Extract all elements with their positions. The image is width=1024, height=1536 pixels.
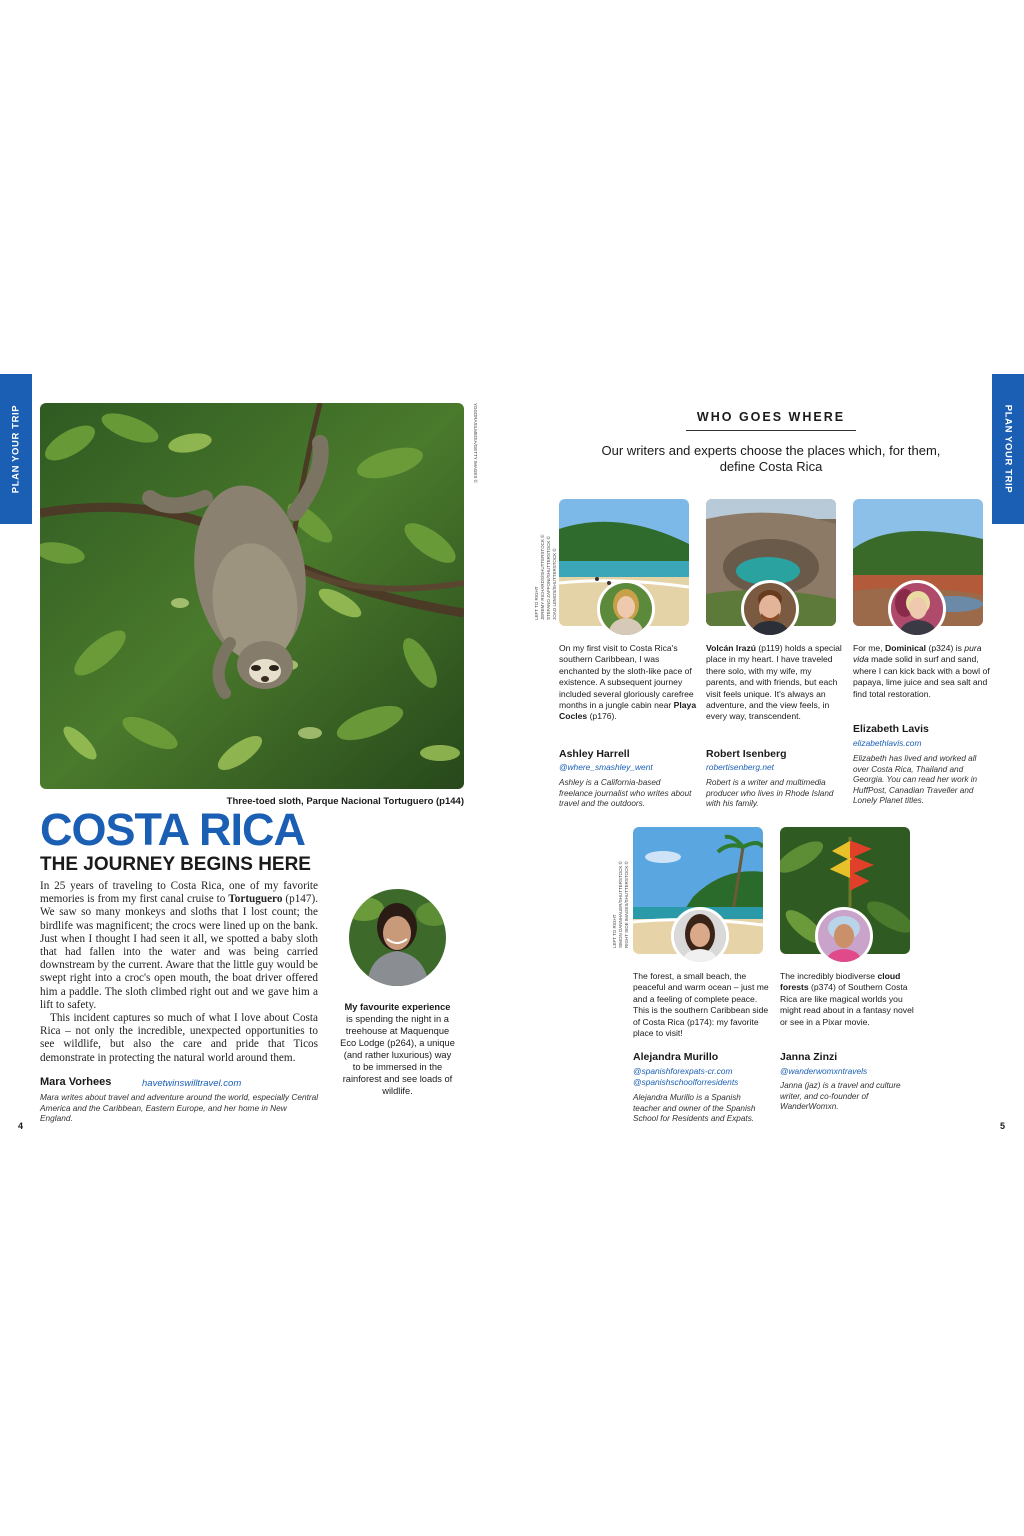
photo-credit-row1: LEFT TO RIGHT JEREMY RICHARDS/SHUTTERSTOCK © STEFANO ZAFFONI/SHUTTERSTOCK © JOAO LEMOS/SHUTTERSTOCK © xyxy=(534,534,557,620)
plan-your-trip-tab-left xyxy=(0,374,32,524)
page-number-left: 4 xyxy=(18,1121,24,1131)
tab-label: PLAN YOUR TRIP xyxy=(10,404,22,494)
page-title: COSTA RICA xyxy=(40,804,305,855)
author-website-link[interactable]: havetwinswilltravel.com xyxy=(142,1078,242,1089)
writer-bio: Janna (jaz) is a travel and culture writer, and co-founder of WanderWomxn. xyxy=(780,1081,901,1112)
sloth-photo xyxy=(40,403,464,789)
tab-label: PLAN YOUR TRIP xyxy=(1002,404,1014,494)
writer-link[interactable]: @spanishforexpats-cr.com xyxy=(633,1066,733,1076)
writer-avatar xyxy=(888,580,946,638)
writer-text: Volcán Irazú (p119) holds a special place in my heart. I have traveled there solo, with my wife, my parents, and with friends, but each visit feels unique. It's always an adventure, and the view feels, in every way, transcendent. xyxy=(706,643,842,722)
writer-name: Robert Isenberg xyxy=(706,748,787,760)
page-number-right: 5 xyxy=(1000,1121,1006,1131)
author-name: Mara Vorhees xyxy=(40,1076,112,1088)
intro-paragraph-1: In 25 years of traveling to Costa Rica, one of my favorite memories is from my first canal cruise to Tortuguero (p147). We saw so many monkeys and sloths that I lost count; the birdlife was magnificent; the crocs were lined up on the bank. Just when I thought I had seen it all, we spotted a baby sloth that had fallen into the water and was being carried downstream by the current. Aware that the little guy would be swept right into a croc's open mouth, the boat driver offered him a paddle. The sloth climbed right out and we gave him a lift to safety. xyxy=(40,880,319,1011)
writer-link[interactable]: @spanishschoolforresidents xyxy=(633,1077,739,1087)
writer-name: Alejandra Murillo xyxy=(633,1051,719,1063)
writer-link[interactable]: @where_smashley_went xyxy=(559,762,653,772)
writer-link[interactable]: robertisenberg.net xyxy=(706,762,774,772)
writer-bio: Alejandra Murillo is a Spanish teacher and owner of the Spanish School for Residents and Expats. xyxy=(633,1093,756,1124)
writer-avatar xyxy=(815,907,873,965)
writer-text: For me, Dominical (p324) is pura vida made solid in surf and sand, where I can kick back with a bowl of papaya, lime juice and sea salt and find total restoration. xyxy=(853,643,990,699)
photo-caption: Three-toed sloth, Parque Nacional Tortuguero (p144) xyxy=(226,796,464,807)
intro-body xyxy=(40,880,318,1065)
writer-bio: Robert is a writer and multimedia producer who lives in Rhode Island with his family. xyxy=(706,778,834,809)
writer-link[interactable]: @wanderwomxntravels xyxy=(780,1066,868,1076)
writer-name: Janna Zinzi xyxy=(780,1051,838,1063)
plan-your-trip-tab-right xyxy=(992,374,1024,524)
writer-text: The forest, a small beach, the peaceful and warm ocean – just me and a feeling of complete peace. This is the southern Caribbean side of Costa Rica (p174): my favorite place to visit! xyxy=(633,971,769,1039)
favourite-experience: My favourite experience is spending the night in a treehouse at Maquenque Eco Lodge (p264), a unique (and rather luxurious) way to be immersed in the rainforest and see loads of wildlife. xyxy=(340,1002,455,1096)
section-heading: WHO GOES WHERE xyxy=(686,410,856,431)
writer-avatar xyxy=(741,580,799,638)
writer-link[interactable]: elizabethlavis.com xyxy=(853,738,922,748)
writer-text: On my first visit to Costa Rica's southern Caribbean, I was enchanted by the sloth-like pace of existence. A subsequent journey included several gloriously carefree months in a jungle cabin near Playa Cocles (p176). xyxy=(559,643,697,722)
page-subtitle: THE JOURNEY BEGINS HERE xyxy=(40,854,311,875)
author-bio: Mara writes about travel and adventure around the world, especially Central America and the Caribbean, Eastern Europe, and her home in New England. xyxy=(40,1092,319,1123)
writer-avatar xyxy=(597,580,655,638)
photo-credit-row2: LEFT TO RIGHT SIMON DANNHAUER/SHUTTERSTOCK © RIGHT SIDE IMAGES/SHUTTERSTOCK © xyxy=(612,861,629,948)
writer-bio: Ashley is a California-based freelance journalist who writes about travel and the outdoors. xyxy=(559,778,692,809)
author-avatar xyxy=(349,889,446,986)
section-subheading: Our writers and experts choose the places which, for them, define Costa Rica xyxy=(601,443,941,474)
intro-paragraph-2: This incident captures so much of what I love about Costa Rica – not only the incredible, unexpected opportunities to see wildlife, but also the care and pride that Ticos demonstrate in protecting the natural world around them. xyxy=(40,1012,318,1064)
photo-credit-hero: YGGDRASILMEDIA/GETTY IMAGES © xyxy=(473,403,478,483)
writer-bio: Elizabeth has lived and worked all over Costa Rica, Thailand and Georgia. You can read her work in HuffPost, Canadian Traveller and Lonely Planet titles. xyxy=(853,754,978,806)
writer-name: Ashley Harrell xyxy=(559,748,630,760)
writer-avatar xyxy=(671,907,729,965)
writer-text: The incredibly biodiverse cloud forests (p374) of Southern Costa Rica are like magical worlds you might read about in a fantasy novel or see in a Pixar movie. xyxy=(780,971,914,1027)
writer-name: Elizabeth Lavis xyxy=(853,723,929,735)
